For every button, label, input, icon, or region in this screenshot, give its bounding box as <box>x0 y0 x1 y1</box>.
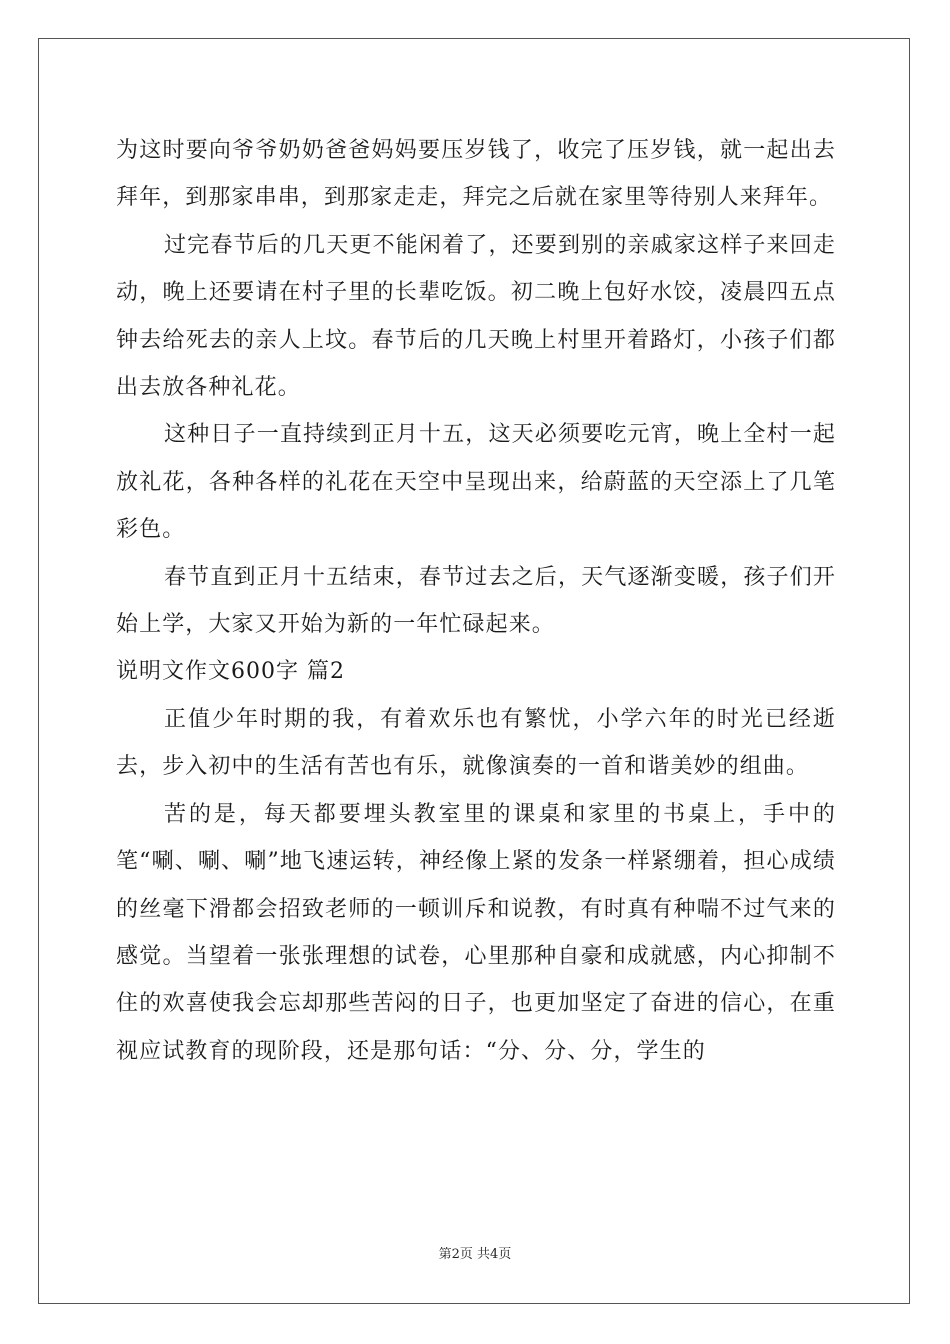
paragraph-2: 过完春节后的几天更不能闲着了，还要到别的亲戚家这样子来回走动，晚上还要请在村子里的长辈吃饭。初二晚上包好水饺，凌晨四五点钟去给死去的亲人上坟。春节后的几天晚上村里开着路灯，小孩子们都出去放各种礼花。 <box>116 232 836 401</box>
paragraph-4: 春节直到正月十五结束，春节过去之后，天气逐渐变暖，孩子们开始上学，大家又开始为新的一年忙碌起来。 <box>116 564 836 638</box>
paragraph-1: 为这时要向爷爷奶奶爸爸妈妈要压岁钱了，收完了压岁钱，就一起出去拜年，到那家串串，到那家走走，拜完之后就在家里等待别人来拜年。 <box>116 138 836 211</box>
section-heading: 说明文作文600字 篇2 <box>116 659 345 685</box>
document-body <box>116 127 836 1075</box>
paragraph-5: 正值少年时期的我，有着欢乐也有繁忧，小学六年的时光已经逝去，步入初中的生活有苦也有乐，就像演奏的一首和谐美妙的组曲。 <box>116 706 836 780</box>
paragraph-6: 苦的是，每天都要埋头教室里的课桌和家里的书桌上，手中的笔“唰、唰、唰”地飞速运转，神经像上紧的发条一样紧绷着，担心成绩的丝毫下滑都会招致老师的一顿训斥和说教，有时真有种喘不过气来的感觉。当望着一张张理想的试卷，心里那种自豪和成就感，内心抑制不住的欢喜使我会忘却那些苦闷的日子，也更加坚定了奋进的信心，在重视应试教育的现阶段，还是那句话：“分、分、分，学生的 <box>116 801 836 1064</box>
paragraph-3: 这种日子一直持续到正月十五，这天必须要吃元宵，晚上全村一起放礼花，各种各样的礼花在天空中呈现出来，给蔚蓝的天空添上了几笔彩色。 <box>116 422 836 543</box>
page-footer: 第2页 共4页 <box>438 1247 512 1262</box>
